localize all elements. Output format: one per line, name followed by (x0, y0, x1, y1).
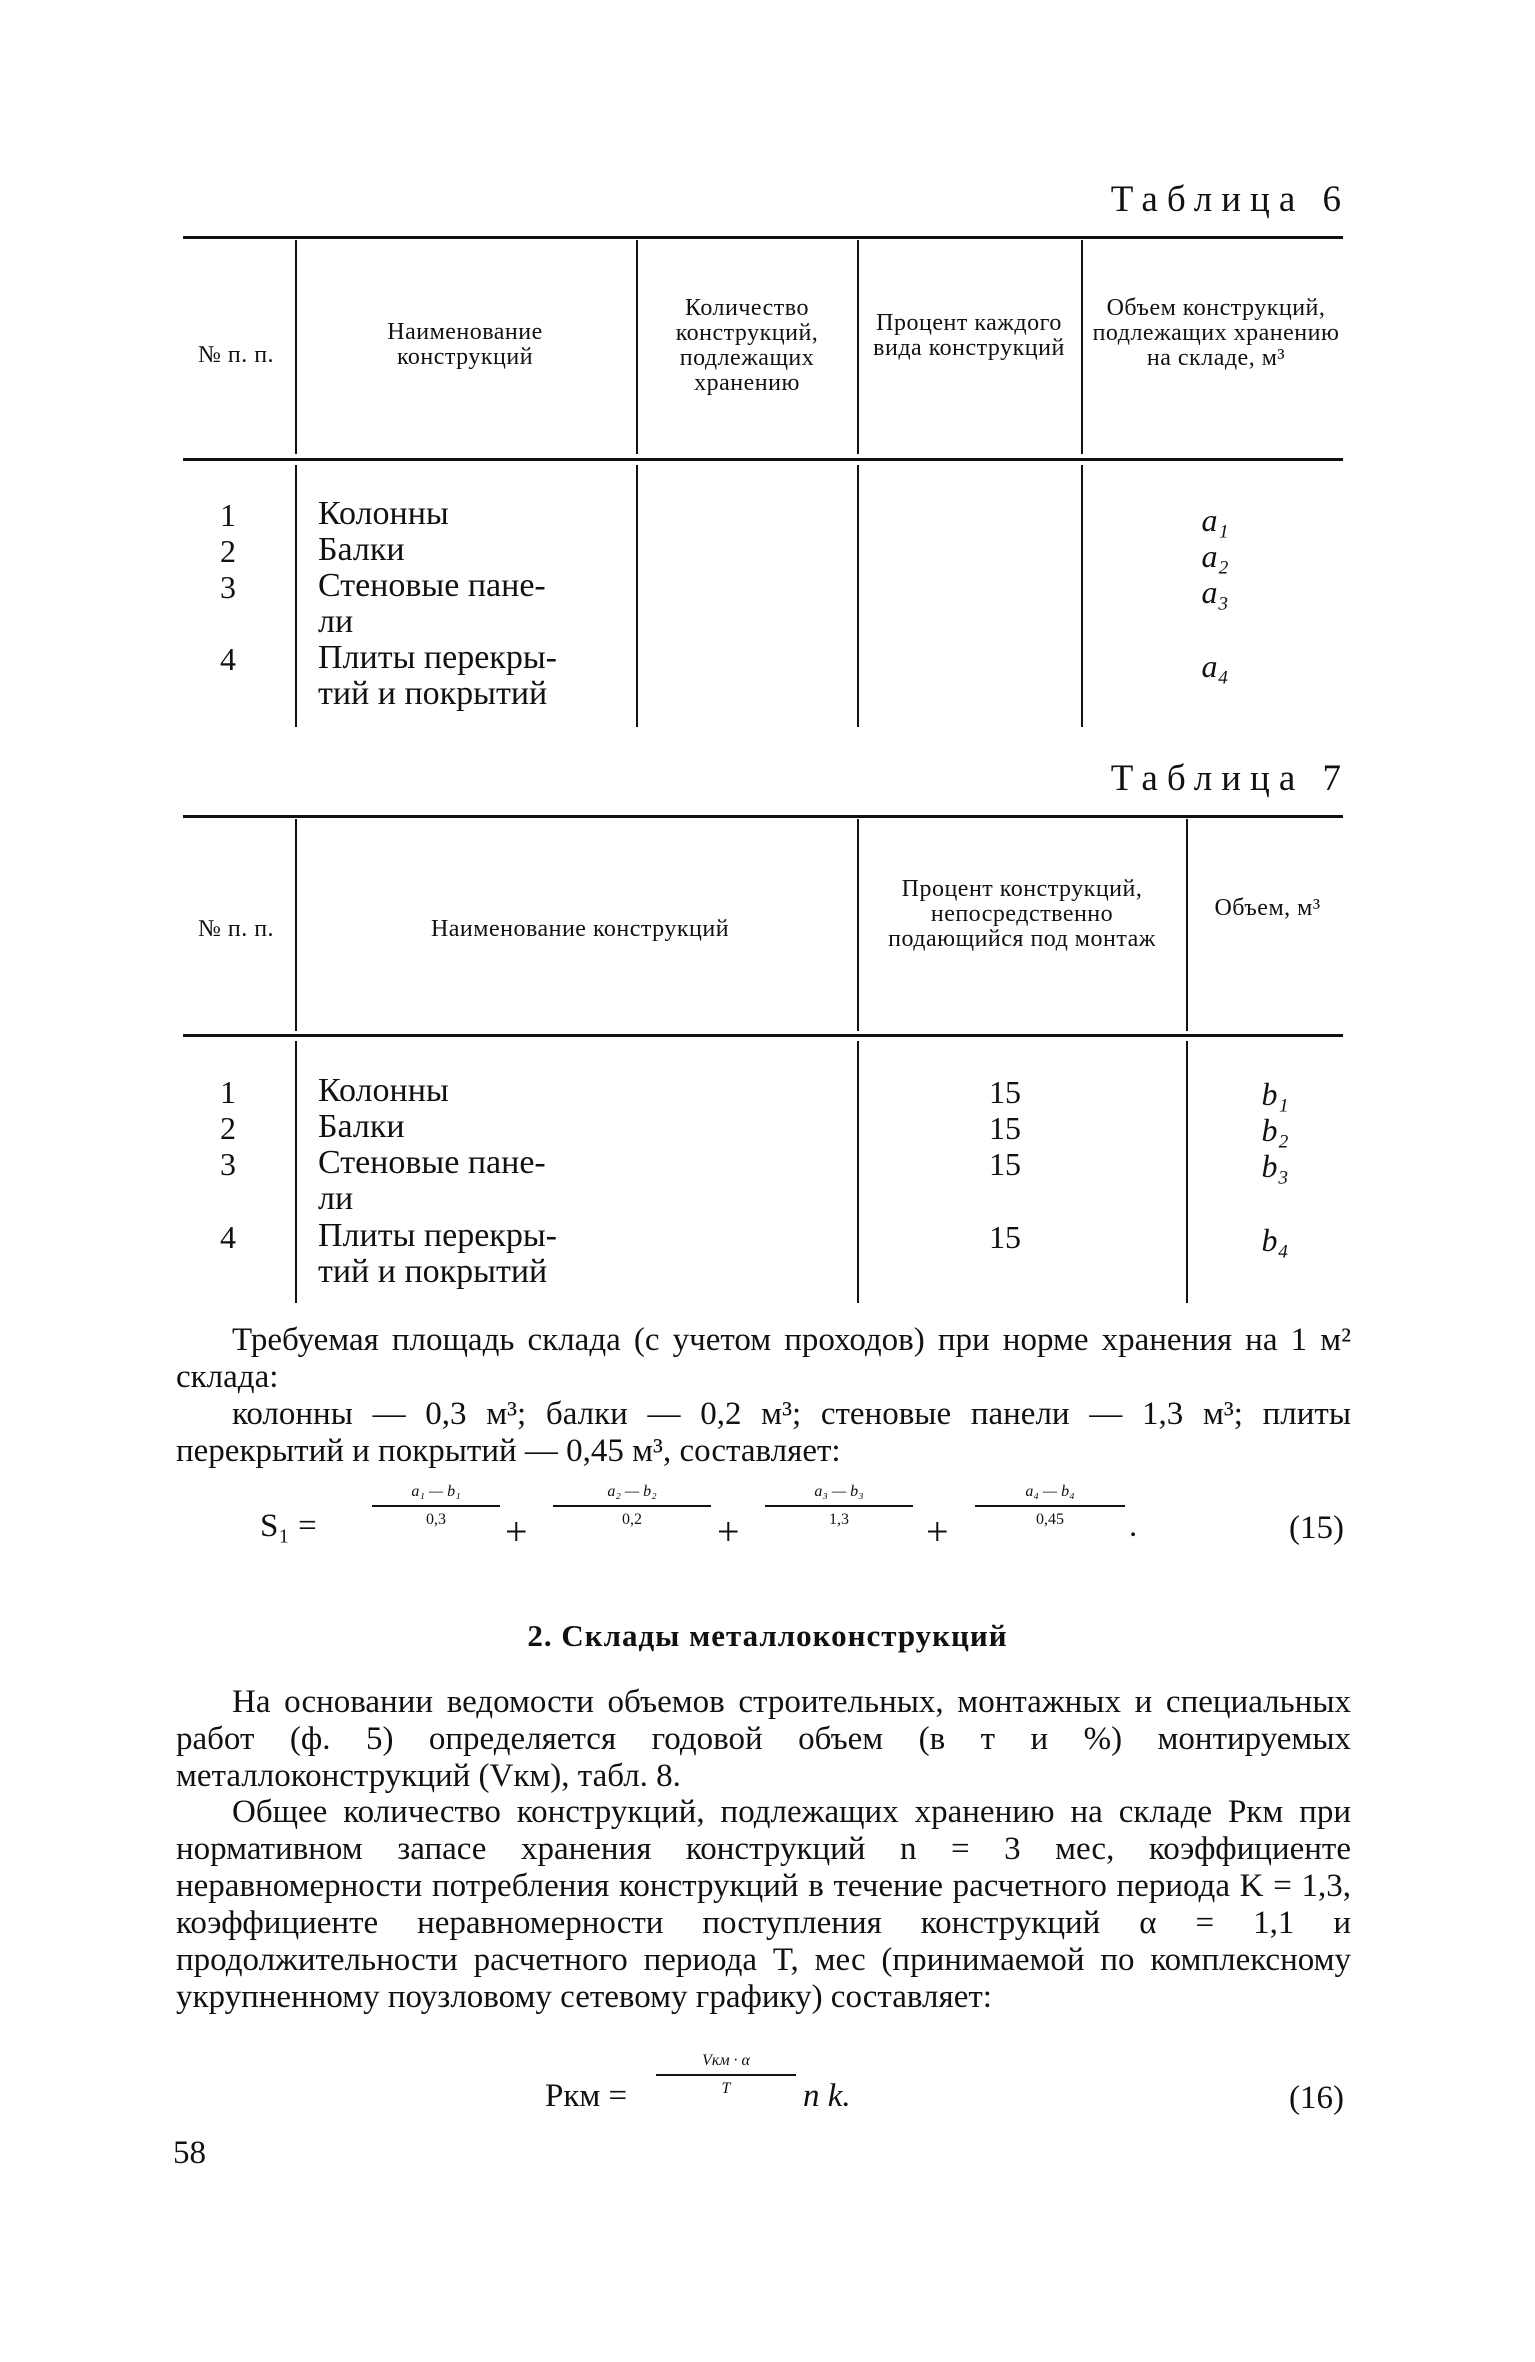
table6-row-volume: a₁ (1201, 502, 1229, 538)
paragraph-annual-volume: На основании ведомости объемов строительных, монтажных и специальных работ (ф. 5) определяется годовой объем (в т и %) монтируемых металлоконструкций (Vкм), табл. 8. (176, 1684, 1351, 1794)
table6-divider (636, 240, 638, 454)
table7-header-name: Наименование конструкций (430, 916, 730, 942)
formula-15-denominator: 0,45 (1036, 1511, 1064, 1528)
formula-15-numerator: a₂ — b₂ (607, 1483, 657, 1500)
table7-row-percent: 15 (989, 1219, 1021, 1255)
table7-row-volume: b₁ (1261, 1076, 1289, 1112)
table7-header-percent: Процент конструкций, непосредственно подающийся под монтаж (888, 876, 1156, 952)
page-number: 58 (173, 2135, 206, 2171)
table6-row-num: 1 (220, 497, 236, 533)
paragraph-storage-quantity: Общее количество конструкций, подлежащих хранению на складе Pкм при нормативном запасе хранения конструкций n = 3 мес, коэффициенте неравномерности потребления конструкций в течение расчетного периода K = 1,3, коэффициенте неравномерности поступления конструкций α = 1,1 и продолжительности расчетного периода T, мес (принимаемой по комплексному укрупненному поузловому сетевому графику) составляет: (176, 1794, 1351, 2015)
table6-row-name: Балки (318, 531, 405, 568)
section-heading: 2. Склады металлоконструкций (527, 1618, 1008, 1653)
formula-15-fraction-4 (975, 1483, 1125, 1529)
table6-top-rule (183, 236, 1343, 239)
table6-row-name: Колонны (318, 495, 449, 532)
table7-divider (295, 819, 297, 1031)
table7-row-num: 3 (220, 1146, 236, 1182)
table7-header-volume: Объем, м³ (1214, 895, 1321, 921)
table7-row-num: 4 (220, 1219, 236, 1255)
table6-divider (857, 465, 859, 727)
table7-row-num: 1 (220, 1074, 236, 1110)
table7-row-percent: 15 (989, 1074, 1021, 1110)
formula-plus: + (505, 1509, 528, 1554)
formula-16-numerator: Vкм · α (702, 2052, 750, 2069)
table6-caption: Таблица 6 (1110, 179, 1350, 220)
table7-row-name: Балки (318, 1108, 405, 1145)
table6-divider (295, 240, 297, 454)
formula-period: . (1129, 1508, 1138, 1544)
table7-divider (1186, 1041, 1188, 1303)
table7-divider (295, 1041, 297, 1303)
paragraph-storage-norm: Требуемая площадь склада (с учетом проходов) при норме хранения на 1 м² склада: (176, 1322, 1351, 1395)
table7-row-percent: 15 (989, 1110, 1021, 1146)
formula-15-numerator: a₁ — b₁ (411, 1483, 461, 1500)
table6-row-volume: a₄ (1201, 648, 1229, 684)
table6-header-name: Наименование конструкций (387, 319, 543, 370)
formula-15-fraction-3 (765, 1483, 913, 1529)
table7-row-percent: 15 (989, 1146, 1021, 1182)
formula-plus: + (717, 1509, 740, 1554)
table6-header-num: № п. п. (197, 342, 275, 368)
table7-header-rule (183, 1034, 1343, 1037)
table6-row-name: Плиты перекры- тий и покрытий (318, 639, 557, 712)
formula-15-lhs: S₁ = (260, 1508, 317, 1544)
formula-15-numerator: a₃ — b₃ (814, 1483, 864, 1500)
table7-row-name: Стеновые пане- ли (318, 1144, 546, 1217)
table7-row-name: Плиты перекры- тий и покрытий (318, 1217, 557, 1290)
paragraph-storage-rates: колонны — 0,3 м³; балки — 0,2 м³; стеновые панели — 1,3 м³; плиты перекрытий и покрытий — 0,45 м³, составляет: (176, 1396, 1351, 1469)
formula-16-tail: n k. (803, 2078, 851, 2114)
formula-15-denominator: 1,3 (829, 1511, 849, 1528)
table6-row-num: 3 (220, 569, 236, 605)
table7-row-num: 2 (220, 1110, 236, 1146)
table7-row-volume: b₂ (1261, 1112, 1289, 1148)
formula-16-lhs: Pкм = (545, 2078, 628, 2114)
formula-15-fraction-1 (372, 1483, 500, 1529)
table7-row-volume: b₃ (1261, 1148, 1289, 1184)
formula-16-denominator: T (721, 2080, 731, 2097)
table7-row-volume: b₄ (1261, 1222, 1289, 1258)
table7-caption: Таблица 7 (1110, 758, 1350, 799)
table6-header-rule (183, 458, 1343, 461)
table6-row-name: Стеновые пане- ли (318, 567, 546, 640)
table6-divider (636, 465, 638, 727)
table7-divider (857, 819, 859, 1031)
table7-divider (1186, 819, 1188, 1031)
table6-divider (1081, 465, 1083, 727)
table6-header-count: Количество конструкций, подлежащих хранению (675, 295, 819, 396)
table7-row-name: Колонны (318, 1072, 449, 1109)
table6-row-num: 4 (220, 641, 236, 677)
formula-15-denominator: 0,2 (622, 1511, 642, 1528)
formula-15-denominator: 0,3 (426, 1511, 446, 1528)
table6-row-num: 2 (220, 533, 236, 569)
table6-row-volume: a₃ (1201, 574, 1229, 610)
equation-number-16: (16) (1289, 2080, 1344, 2116)
table6-divider (1081, 240, 1083, 454)
table6-row-volume: a₂ (1201, 538, 1229, 574)
formula-15-fraction-2 (553, 1483, 711, 1529)
table7-header-num: № п. п. (197, 916, 275, 942)
table7-top-rule (183, 815, 1343, 818)
formula-plus: + (926, 1509, 949, 1554)
table7-divider (857, 1041, 859, 1303)
equation-number-15: (15) (1289, 1510, 1344, 1546)
table6-header-volume: Объем конструкций, подлежащих хранению на складе, м³ (1092, 295, 1340, 371)
table6-divider (295, 465, 297, 727)
formula-15-numerator: a₄ — b₄ (1025, 1483, 1075, 1500)
formula-16-fraction (656, 2052, 796, 2098)
table6-divider (857, 240, 859, 454)
table6-header-percent: Процент каждого вида конструкций (873, 310, 1065, 361)
